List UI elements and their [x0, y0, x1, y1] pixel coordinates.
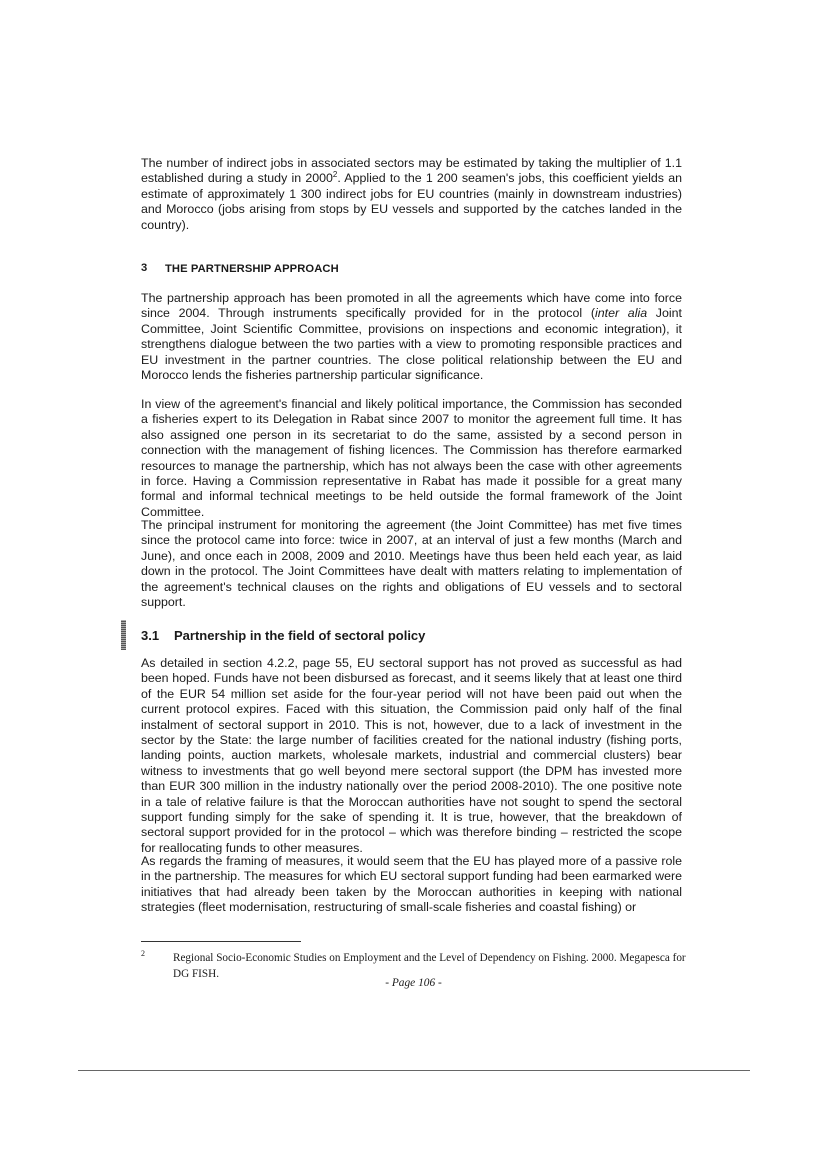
paragraph-framing-measures: As regards the framing of measures, it would seem that the EU has played more of a passive role in the partnership. The measures for which EU sectoral support funding had been earmarked were initiatives that had already been taken by the Moroccan authorities in keeping with national strategies (fleet modernisation, restructuring of small-scale fisheries and coastal fishing) or	[141, 854, 682, 915]
paragraph-partnership-approach: The partnership approach has been promoted in all the agreements which have come into force since 2004. Through instruments specifically provided for in the protocol (inter alia Joint Committee, Joint Scientific Committee, provisions on inspections and economic integration), it strengthens dialogue between the two parties with a view to promoting responsible practices and EU investment in the partner countries. The close political relationship between the EU and Morocco lends the fisheries partnership particular significance.	[141, 291, 682, 383]
section-3-title: THE PARTNERSHIP APPROACH	[165, 263, 339, 275]
paragraph-indirect-jobs: The number of indirect jobs in associated sectors may be estimated by taking the multiplier of 1.1 established during a study in 2000$^2$. Applied to the 1 200 seamen's jobs, this coefficient yields an estimate of approximately 1 300 indirect jobs for EU countries (mainly in downstream industries) and Morocco (jobs arising from stops by EU vessels and supported by the catches landed in the country).	[141, 156, 682, 232]
section-3-number: 3	[141, 262, 148, 274]
page-number: - Page 106 -	[385, 977, 442, 989]
footnote-marker: 2	[141, 949, 145, 958]
section-3-1-title: Partnership in the field of sectoral policy	[174, 628, 426, 643]
page-bottom-rule	[78, 1070, 750, 1071]
revision-change-bar	[121, 620, 126, 650]
section-3-1-number: 3.1	[141, 628, 160, 643]
footnote-reference[interactable]: 2	[332, 170, 338, 180]
paragraph-sectoral-support: As detailed in section 4.2.2, page 55, EU sectoral support has not proved as successful as had been hoped. Funds have not been disbursed as forecast, and it seems likely that at least one third of the EUR 54 million set aside for the four-year period will not have been paid out when the current protocol expires. Faced with this situation, the Commission paid only half of the final instalment of sectoral support in 2010. This is not, however, due to a lack of investment in the sector by the State: the large number of facilities created for the national industry (fishing ports, landing points, auction markets, wholesale markets, industrial and commercial clusters) bear witness to investments that go well beyond mere sectoral support (the DPM has invested more than EUR 300 million in the industry nationally over the period 2008-2010). The one positive note in a tale of relative failure is that the Moroccan authorities have not sought to spend the sectoral support funding simply for the sake of spending it. It is true, however, that the breakdown of sectoral support provided for in the protocol – which was therefore binding – restricted the scope for reallocating funds to other measures.	[141, 656, 682, 855]
footnote-separator	[141, 941, 301, 942]
paragraph-joint-committee: The principal instrument for monitoring the agreement (the Joint Committee) has met five times since the protocol came into force: twice in 2007, at an interval of just a few months (March and June), and once each in 2008, 2009 and 2010. Meetings have thus been held each year, as laid down in the protocol. The Joint Committees have dealt with matters relating to implementation of the agreement's technical clauses on the rights and obligations of EU vessels and to sectoral support.	[141, 518, 682, 610]
footnote-text: Regional Socio-Economic Studies on Employment and the Level of Dependency on Fishing. 2000. Megapesca for DG FISH.	[173, 952, 686, 980]
paragraph-commission-resources: In view of the agreement's financial and likely political importance, the Commission has seconded a fisheries expert to its Delegation in Rabat since 2007 to monitor the agreement full time. It has also assigned one person in its secretariat to do the same, assisted by a second person in connection with the management of fishing licences. The Commission has therefore earmarked resources to manage the partnership, which has not always been the case with other agreements in force. Having a Commission representative in Rabat has made it possible for a great many formal and informal technical meetings to be held outside the formal framework of the Joint Committee.	[141, 397, 682, 519]
